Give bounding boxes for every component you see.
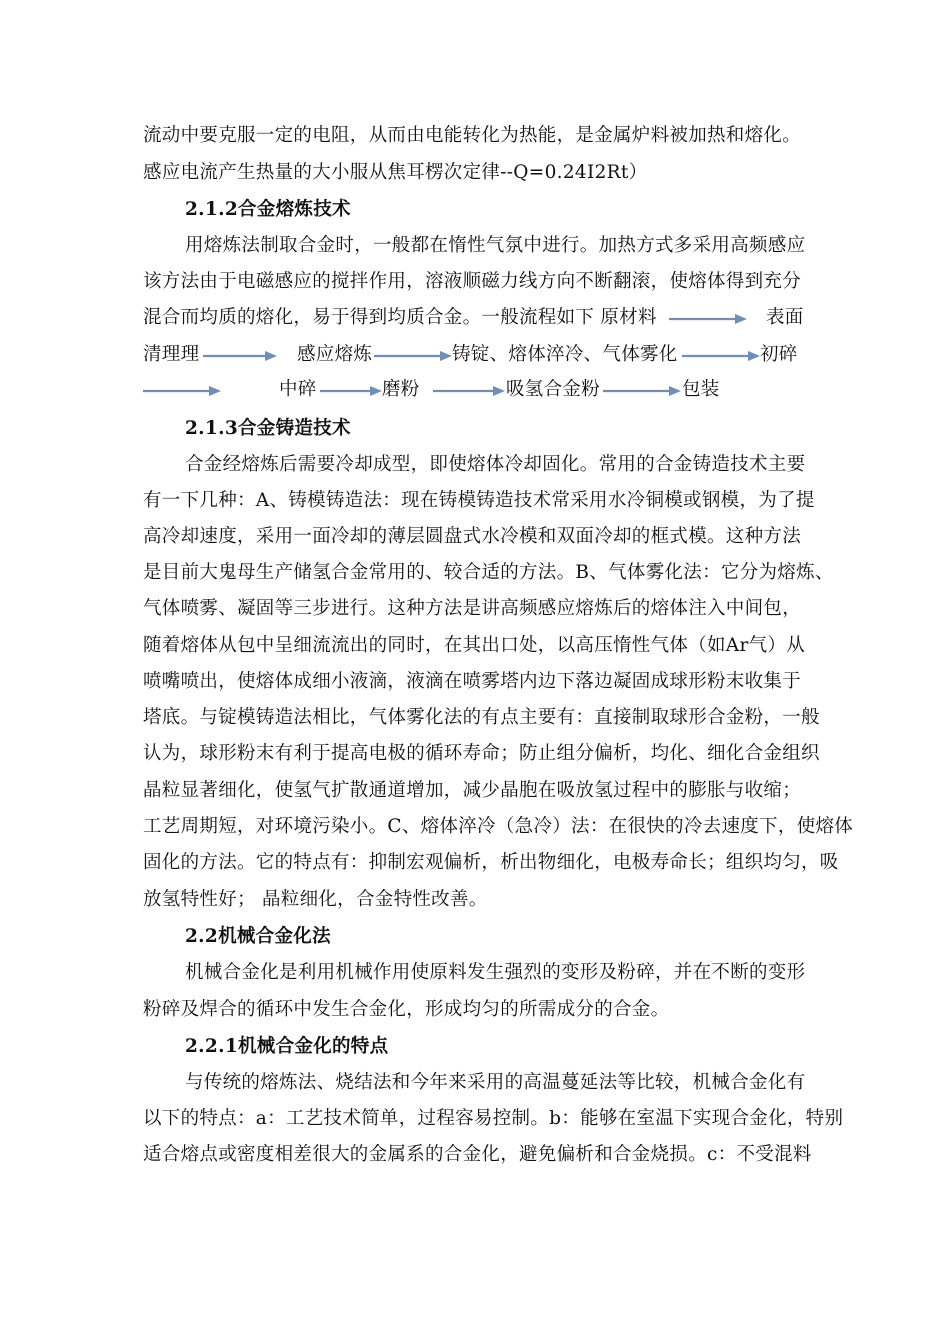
section-heading-2-2-1: 2.2.1机械合金化的特点 xyxy=(185,1036,389,1057)
flow-step-medium: 中碎 xyxy=(279,379,317,400)
flow-step-hydrogen-powder: 吸氢合金粉 xyxy=(506,379,601,400)
flow-arrow xyxy=(320,384,382,398)
paragraph-line: 机械合金化是利用机械作用使原料发生强烈的变形及粉碎，并在不断的变形 xyxy=(185,962,806,983)
section-heading-2-1-3: 2.1.3合金铸造技术 xyxy=(185,418,351,439)
paragraph-line: 晶粒显著细化，使氢气扩散通道增加，减少晶胞在吸放氢过程中的膨胀与收缩； xyxy=(143,780,802,801)
paragraph-line: 认为，球形粉末有利于提高电极的循环寿命；防止组分偏析，均化、细化合金组织 xyxy=(143,743,820,764)
paragraph-line: 放氢特性好； 晶粒细化，合金特性改善。 xyxy=(143,889,488,910)
paragraph-line: 混合而均质的熔化，易于得到均质合金。一般流程如下 原材料 xyxy=(143,307,657,328)
paragraph-line: 以下的特点：a：工艺技术简单，过程容易控制。b：能够在室温下实现合金化，特别 xyxy=(143,1108,844,1129)
flow-step-induction: 感应熔炼 xyxy=(297,344,373,365)
flow-arrow xyxy=(669,312,747,326)
paragraph-line: 是目前大鬼母生产储氢合金常用的、较合适的方法。B、气体雾化法：它分为熔炼、 xyxy=(143,562,834,583)
paragraph-line: 流动中要克服一定的电阻，从而由电能转化为热能，是金属炉料被加热和熔化。 xyxy=(143,125,802,146)
paragraph-line: 工艺周期短，对环境污染小。C、熔体淬冷（急冷）法：在很快的冷去速度下，使熔体 xyxy=(143,816,854,837)
flow-step-coarse: 初碎 xyxy=(760,344,798,365)
flow-arrow xyxy=(374,349,452,363)
paragraph-line: 高冷却速度，采用一面冷却的薄层圆盘式水冷模和双面冷却的框式模。这种方法 xyxy=(143,526,802,547)
flow-arrow xyxy=(433,384,505,398)
paragraph-line: 喷嘴喷出，使熔体成细小液滴，液滴在喷雾塔内边下落边凝固成球形粉末收集于 xyxy=(143,671,802,692)
paragraph-line: 有一下几种：A、铸模铸造法：现在铸模铸造技术常采用水冷铜模或钢模，为了提 xyxy=(143,490,815,511)
flow-arrow xyxy=(203,349,277,363)
paragraph-line: 粉碎及焊合的循环中发生合金化，形成均匀的所需成分的合金。 xyxy=(143,999,670,1020)
flow-arrow xyxy=(603,384,681,398)
paragraph-line: 适合熔点或密度相差很大的金属系的合金化，避免偏析和合金烧损。c：不受混料 xyxy=(143,1144,812,1165)
flow-arrow xyxy=(682,349,760,363)
paragraph-line: 与传统的熔炼法、烧结法和今年来采用的高温蔓延法等比较，机械合金化有 xyxy=(185,1072,806,1093)
paragraph-line: 该方法由于电磁感应的搅拌作用，溶液顺磁力线方向不断翻滚，使熔体得到充分 xyxy=(143,271,802,292)
paragraph-line: 随着熔体从包中呈细流流出的同时，在其出口处，以高压惰性气体（如Ar气）从 xyxy=(143,635,806,656)
flow-step-clean: 清理理 xyxy=(143,344,200,365)
paragraph-line: 固化的方法。它的特点有：抑制宏观偏析，析出物细化，电极寿命长；组织均匀，吸 xyxy=(143,852,839,873)
section-heading-2-1-2: 2.1.2合金熔炼技术 xyxy=(185,199,351,220)
paragraph-line: 感应电流产生热量的大小服从焦耳楞次定律--Q=0.24I2Rt） xyxy=(143,162,648,183)
paragraph-line: 塔底。与锭模铸造法相比，气体雾化法的有点主要有：直接制取球形合金粉，一般 xyxy=(143,707,820,728)
flow-step-surface: 表面 xyxy=(766,307,804,328)
paragraph-line: 合金经熔炼后需要冷却成型，即使熔体冷却固化。常用的合金铸造技术主要 xyxy=(185,454,806,475)
flow-arrow xyxy=(143,384,221,398)
flow-step-grinding: 磨粉 xyxy=(382,379,420,400)
section-heading-2-2: 2.2机械合金化法 xyxy=(185,926,331,947)
paragraph-line: 气体喷雾、凝固等三步进行。这种方法是讲高频感应熔炼后的熔体注入中间包， xyxy=(143,598,802,619)
flow-step-packaging: 包装 xyxy=(682,379,720,400)
flow-step-casting: 铸锭、熔体淬冷、气体雾化 xyxy=(452,344,678,365)
paragraph-line: 用熔炼法制取合金时，一般都在惰性气氛中进行。加热方式多采用高频感应 xyxy=(185,235,806,256)
